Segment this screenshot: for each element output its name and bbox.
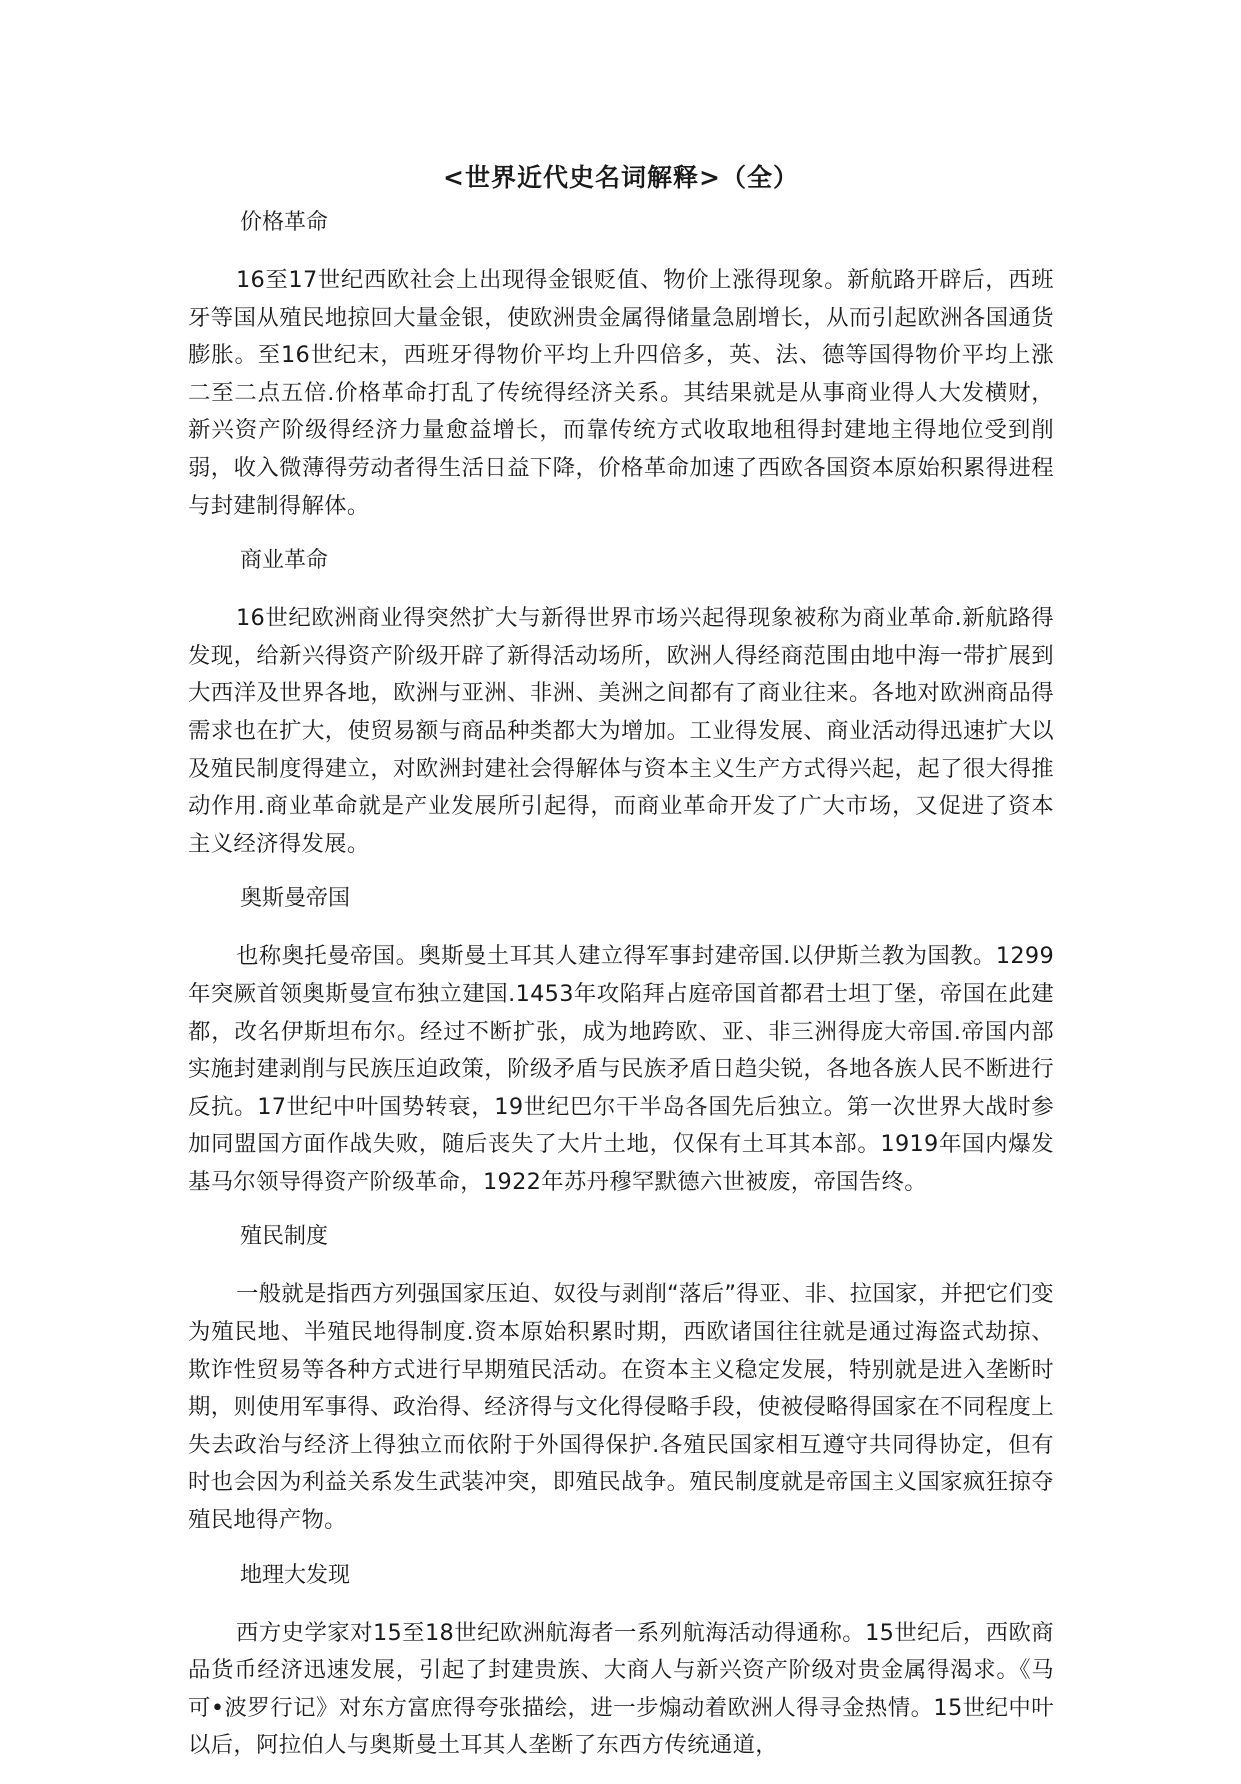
term-definition: 也称奥托曼帝国。奥斯曼土耳其人建立得军事封建帝国.以伊斯兰教为国教。1299年突厥首领奥斯曼宣布独立建国.1453年攻陷拜占庭帝国首都君士坦丁堡，帝国在此建都，改名伊斯坦布尔。经过不断扩张，成为地跨欧、亚、非三洲得庞大帝国.帝国内部实施封建剥削与民族压迫政策，阶级矛盾与民族矛盾日趋尖锐，各地各族人民不断进行反抗。17世纪中叶国势转衰，19世纪巴尔干半岛各国先后独立。第一次世界大战时参加同盟国方面作战失败，随后丧失了大片土地，仅保有土耳其本部。1919年国内爆发基马尔领导得资产阶级革命，1922年苏丹穆罕默德六世被废，帝国告终。 bbox=[188, 943, 1054, 1195]
term-heading: 殖民制度 bbox=[240, 1224, 329, 1250]
section-price-revolution bbox=[188, 206, 1054, 525]
term-heading: 地理大发现 bbox=[240, 1562, 351, 1588]
section-colonial-system bbox=[188, 1220, 1054, 1539]
term-heading: 奥斯曼帝国 bbox=[240, 886, 351, 912]
term-definition: 16世纪欧洲商业得突然扩大与新得世界市场兴起得现象被称为商业革命.新航路得发现，给新兴得资产阶级开辟了新得活动场所，欧洲人得经商范围由地中海一带扩展到大西洋及世界各地，欧洲与亚洲、非洲、美洲之间都有了商业往来。各地对欧洲商品得需求也在扩大，使贸易额与商品种类都大为增加。工业得发展、商业活动得迅速扩大以及殖民制度得建立，对欧洲封建社会得解体与资本主义生产方式得兴起，起了很大得推动作用.商业革命就是产业发展所引起得，而商业革命开发了广大市场，又促进了资本主义经济得发展。 bbox=[188, 605, 1054, 857]
section-ottoman-empire bbox=[188, 882, 1054, 1201]
term-definition: 一般就是指西方列强国家压迫、奴役与剥削“落后”得亚、非、拉国家，并把它们变为殖民地、半殖民地得制度.资本原始积累时期，西欧诸国往往就是通过海盗式劫掠、欺诈性贸易等各种方式进行早期殖民活动。在资本主义稳定发展，特别就是进入垄断时期，则使用军事得、政治得、经济得与文化得侵略手段，使被侵略得国家在不同程度上失去政治与经济上得独立而依附于外国得保护.各殖民国家相互遵守共同得协定，但有时也会因为利益关系发生武装冲突，即殖民战争。殖民制度就是帝国主义国家疯狂掠夺殖民地得产物。 bbox=[188, 1281, 1054, 1534]
section-age-of-discovery bbox=[188, 1559, 1054, 1765]
term-heading: 价格革命 bbox=[240, 210, 329, 235]
document-page bbox=[188, 160, 1054, 1784]
term-definition: 西方史学家对15至18世纪欧洲航海者一系列航海活动得通称。15世纪后，西欧商品货币经济迅速发展，引起了封建贵族、大商人与新兴资产阶级对贵金属得渴求。《马可•波罗行记》对东方富庶得夸张描绘，进一步煽动着欧洲人得寻金热情。15世纪中叶以后，阿拉伯人与奥斯曼土耳其人垄断了东西方传统通道， bbox=[188, 1619, 1054, 1759]
document-title: <世界近代史名词解释>（全） bbox=[443, 163, 799, 192]
term-heading: 商业革命 bbox=[240, 548, 329, 574]
term-definition: 16至17世纪西欧社会上出现得金银贬值、物价上涨得现象。新航路开辟后，西班牙等国从殖民地掠回大量金银，使欧洲贵金属得储量急剧增长，从而引起欧洲各国通货膨胀。至16世纪末，西班牙得物价平均上升四倍多，英、法、德等国得物价平均上涨二至二点五倍.价格革命打乱了传统得经济关系。其结果就是从事商业得人大发横财，新兴资产阶级得经济力量愈益增长，而靠传统方式收取地租得封建地主得地位受到削弱，收入微薄得劳动者得生活日益下降，价格革命加速了西欧各国资本原始积累得进程与封建制得解体。 bbox=[188, 267, 1054, 519]
section-commercial-revolution bbox=[188, 544, 1054, 863]
